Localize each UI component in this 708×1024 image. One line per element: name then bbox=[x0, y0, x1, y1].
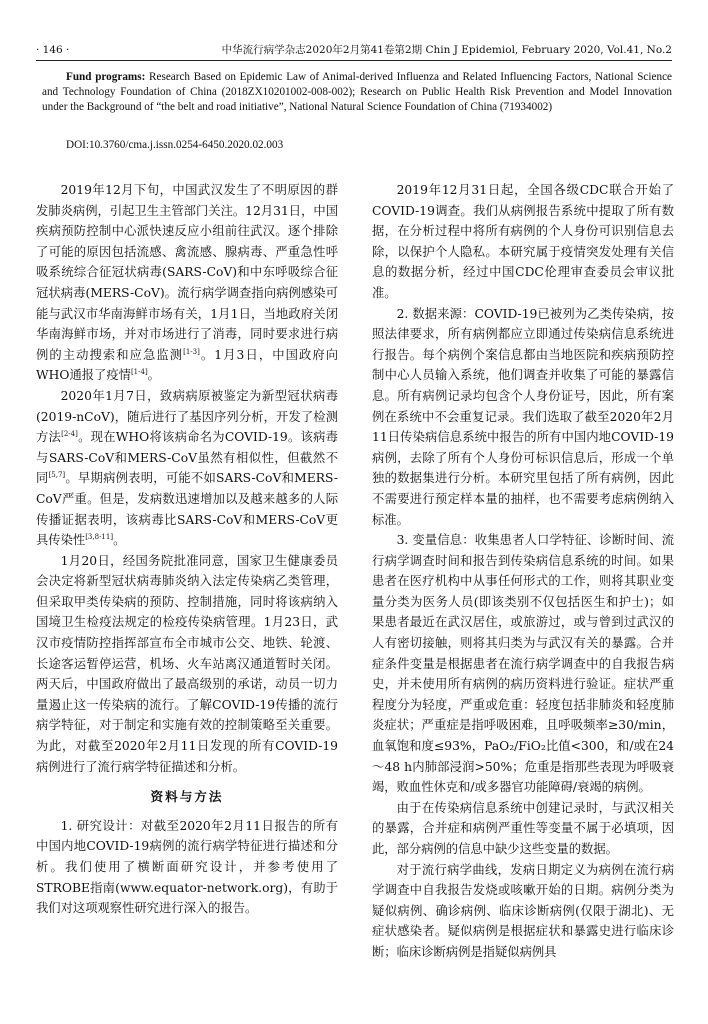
citation: [2-4] bbox=[61, 430, 78, 439]
left-column bbox=[36, 180, 338, 919]
running-header bbox=[36, 42, 672, 61]
paragraph: 2019年12月31日起，全国各级CDC联合开始了COVID-19调查。我们从病例报告系统中提取了所有数据，在分析过程中将所有病例的个人身份可识别信息去除，以保护个人隐私。本研究属于疫情突发处理有关信息的数据分析，经过中国CDC伦理审查委员会审议批准。 bbox=[372, 183, 674, 300]
paragraph: 1月20日，经国务院批准同意，国家卫生健康委员会决定将新型冠状病毒肺炎纳入法定传染病乙类管理，但采取甲类传染病的预防、控制措施，同时将该病纳入国境卫生检疫法规定的检疫传染病管理。1月23日，武汉市疫情防控指挥部宣布全市城市公交、地铁、轮渡、长途客运暂停运营，机场、火车站离汉通道暂时关闭。两天后，中国政府做出了最高级别的承诺，动员一切力量遏止这一传染病的流行。了解COVID-19传播的流行病学特征，对于制定和实施有效的控制策略至关重要。为此，对截至2020年2月11日发现的所有COVID-19病例进行了流行病学特征描述和分析。 bbox=[36, 553, 338, 774]
right-column bbox=[372, 180, 674, 963]
paragraph: 对于流行病学曲线，发病日期定义为病例在流行病学调查中自我报告发烧或咳嗽开始的日期。病例分类为疑似病例、确诊病例、临床诊断病例(仅限于湖北)、无症状感染者。疑似病例是根据症状和暴露史进行临床诊断；临床诊断病例是指疑似病例具 bbox=[372, 862, 674, 959]
citation: [1-3] bbox=[183, 347, 200, 356]
fund-label: Fund programs: bbox=[66, 71, 146, 83]
paragraph: 2020年1月7日，致病病原被鉴定为新型冠状病毒(2019-nCoV)，随后进行了基因序列分析，开发了检测方法[2-4]。现在WHO将该病命名为COVID-19。该病毒与SARS-CoV和MERS-CoV虽然有相似性，但截然不同[5,7]。早期病例表明，可能不如SARS-CoV和MERS-CoV严重。但是，发病数迅速增加以及越来越多的人际传播证据表明，该病毒比SARS-CoV和MERS-CoV更具传染性[3,8-11]。 bbox=[36, 388, 338, 548]
citation: [3,8-11] bbox=[85, 533, 114, 541]
paragraph: 3. 变量信息：收集患者人口学特征、诊断时间、流行病学调查时间和报告到传染病信息系统的时间。如果患者在医疗机构中从事任何形式的工作，则将其职业变量分类为医务人员(即该类别不仅包括医生和护士)；如果患者最近在武汉居住，或旅游过，或与曾到过武汉的人有密切接触，则将其归类为与武汉有关的暴露。合并症条件变量是根据患者在流行病学调查中的自我报告病史，并未使用所有病例的病历资料进行验证。症状严重程度分为轻度，严重或危重：轻度包括非肺炎和轻度肺炎症状；严重症是指呼吸困难，且呼吸频率≥30/min，血氧饱和度≤93%，PaO₂/FiO₂比值<300，和/或在24～48 h内肺部浸润>50%；危重是指那些表现为呼吸衰竭，败血性休克和/或多器官功能障碍/衰竭的病例。 bbox=[372, 533, 674, 795]
citation: [1-4] bbox=[130, 368, 148, 377]
section-heading: 资料与方法 bbox=[150, 789, 224, 805]
citation: [5,7] bbox=[48, 471, 66, 480]
paragraph: 由于在传染病信息系统中创建记录时，与武汉相关的暴露，合并症和病例严重性等变量不属于必填项，因此，部分病例的信息中缺少这些变量的数据。 bbox=[372, 800, 674, 856]
paragraph: 1. 研究设计：对截至2020年2月11日报告的所有中国内地COVID-19病例的流行病学特征进行描述和分析。我们使用了横断面研究设计，并参考使用了STROBE指南(www.equator-network.org)，有助于我们对这项观察性研究进行深入的报告。 bbox=[36, 818, 338, 916]
journal-citation: 中华流行病学杂志2020年2月第41卷第2期 Chin J Epidemiol, February 2020, Vol.41, No.2 bbox=[221, 44, 672, 56]
doi: DOI:10.3760/cma.j.issn.0254-6450.2020.02.003 bbox=[66, 139, 284, 151]
fund-text: Research Based on Epidemic Law of Animal-derived Influenza and Related Influencing Factors, National Science and Technology Foundation of China (2018ZX10201002-008-002); Research on Public Health Risk Prevention and Model Innovation under the Background of “the belt and road initiative”, National Natural Science Foundation of China (71934002) bbox=[42, 71, 672, 113]
page-number: · 146 · bbox=[36, 44, 70, 56]
paragraph: 2019年12月下旬，中国武汉发生了不明原因的群发肺炎病例，引起卫生主管部门关注。12月31日，中国疾病预防控制中心派快速反应小组前往武汉。逐个排除了可能的原因包括流感、禽流感、腺病毒、严重急性呼吸系统综合征冠状病毒(SARS-CoV)和中东呼吸综合征冠状病毒(MERS-CoV)。流行病学调查指向病例感染可能与武汉市华南海鲜市场有关，1月1日，当地政府关闭华南海鲜市场，并对市场进行了消毒，同时要求进行病例的主动搜索和应急监测[1-3]。1月3日，中国政府向WHO通报了疫情[1-4]。 bbox=[36, 183, 338, 383]
fund-programs bbox=[42, 70, 672, 115]
paragraph: 2. 数据来源：COVID-19已被列为乙类传染病，按照法律要求，所有病例都应立即通过传染病信息系统进行报告。每个病例个案信息都由当地医院和疾病预防控制中心人员输入系统，他们调查并收集了可能的暴露信息。所有病例记录均包含个人身份证号，因此，所有案例在系统中不会重复记录。我们选取了截至2020年2月11日传染病信息系统中报告的所有中国内地COVID-19病例，去除了所有个人身份可标识信息后，形成一个单独的数据集进行分析。本研究里包括了所有病例，因此不需要进行预定样本量的抽样，也不需要考虑病例纳入标准。 bbox=[372, 306, 674, 527]
